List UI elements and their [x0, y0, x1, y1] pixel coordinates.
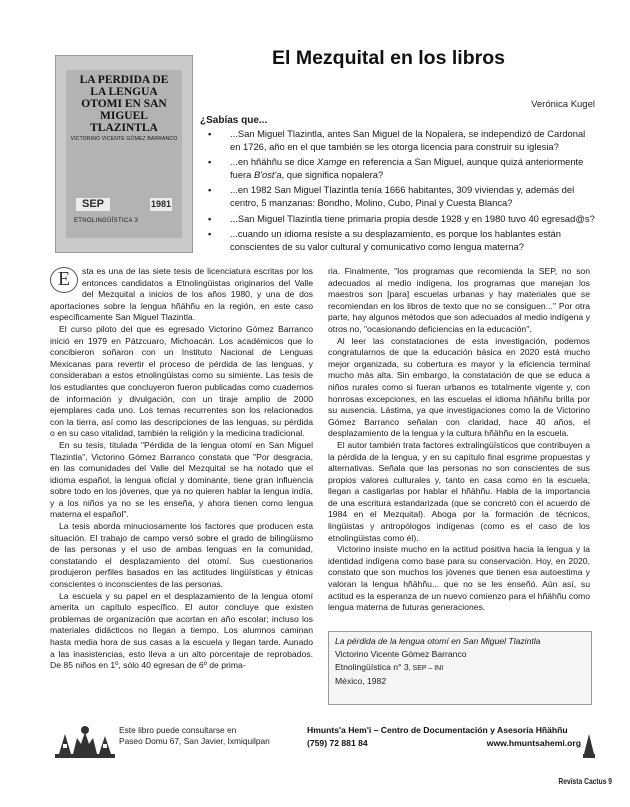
- bullet-icon: •: [208, 184, 212, 196]
- paragraph: ria. Finalmente, "los programas que recomienda la SEP, no son adecuados al medio indígena, los programas que manejan los maestros son [para] escuelas urbanas y hay materiales que se recomiendan en los libros de texto que no se consiguen..." Por otra parte, hay algunos métodos que son adecuados al medio indígena y otros no, "ocasionando deficiencias en la educación".: [328, 266, 590, 334]
- sabias-heading: ¿Sabías que...: [200, 115, 268, 126]
- list-item-italic: Xamge: [317, 156, 347, 168]
- list-item: [208, 228, 598, 253]
- list-item-text: ...cuando un idioma resiste a su desplazamiento, es porque los hablantes están conscientes de su valor cultural y comunicativo como lengua materna?: [230, 228, 561, 252]
- reference-place-year: México, 1982: [335, 676, 387, 686]
- list-item-text: ...en hñähñu se dice: [230, 156, 318, 168]
- footer-consult-line: Este libro puede consultarse en: [119, 725, 237, 735]
- footer-url[interactable]: www.hmuntsahemi.org: [486, 738, 581, 748]
- paragraph: [50, 266, 313, 324]
- reference-publisher: , SEP – INI: [408, 665, 444, 672]
- footer-consult-line: Paseo Domu 67, San Javier, Ixmiquilpan: [119, 736, 270, 746]
- bullet-icon: •: [208, 128, 212, 139]
- list-item: [208, 156, 598, 181]
- paragraph: El autor también trata factores extralingüísticos que contribuyen a la pérdida de la lengua, y en su capítulo final esgrime propuestas y alternativas. Señala que las personas no son conscientes de sus propios valores culturales y, tanto en casa como en la escuela, llegan a castigarlas por hablar el hñähñu. Habla de la importancia de una escritura estandarizada (que se concretó con el acuerdo de 1984 en el Mezquital). Aboga por la formación de técnicos, lingüistas y antropólogos indígenas (como es el caso de los etnolingüistas como él).: [328, 439, 590, 543]
- footer-phone: (759) 72 881 84: [307, 738, 368, 748]
- paragraph-text: sta es una de las siete tesis de licenciatura escritas por los entonces candidatos a Etnolingüistas originarios del Valle del Mezquital a inicios de los años 1980, y una de dos aportaciones sobre la lengua hñähñu en la región, en este caso específicamente San Miguel Tlazintla.: [50, 266, 313, 323]
- sabias-list: [208, 128, 598, 256]
- reference-title: La pérdida de la lengua otomí en San Miguel Tlazintla: [335, 636, 541, 646]
- list-item-text: , que significa nopalera?: [281, 168, 384, 180]
- article-author: Verónica Kugel: [531, 99, 595, 110]
- book-cover-series: ETNOLINGÜÍSTICA 3: [74, 218, 139, 224]
- list-item-italic: B'ost'a: [253, 168, 282, 180]
- list-item-text: ...San Miguel Tlazintla, antes San Miguel de la Nopalera, se independizó de Cardonal en 1726, año en el que también se les otorga licencia para construir su iglesia?: [230, 128, 586, 152]
- paragraph: La escuela y su papel en el desplazamiento de la lengua otomí amerita un capítulo específico. El autor concluye que existen problemas de organización que acortan en año escolar; incluso los materiales didácticos no llegan a tiempo. Los alumnos caminan hasta media hora de sus casas a la escuela y llegan tarde. Aunado a las inasistencias, esto lleva a un alto porcentaje de reprobados. De 85 niños en 1º, sólo 40 egresan de 6º de prima-: [50, 590, 313, 671]
- list-item: [208, 184, 598, 209]
- paragraph: Al leer las constataciones de esta investigación, podemos congratularnos de que la educación básica en 2020 está mucho mejor organizada, su cobertura es mayor y la eficiencia terminal mucho más alta. Sin embargo, la constatación de que se educa a niños rurales como si fueran urbanos es totalmente vigente y, con honrosas excepciones, en las escuelas el idioma hñähñu brilla por su ausencia. Lástima, ya que investigaciones como la de Victorino Gómez Barranco señalan con claridad, hace 40 años, el desplazamiento de la lengua y la cultura hñähñu en la escuela.: [328, 335, 590, 439]
- bullet-icon: •: [208, 228, 212, 240]
- reference-series-number: Etnolingüística n° 3: [335, 662, 409, 672]
- book-reference-box: [328, 631, 592, 705]
- list-item: [208, 213, 598, 226]
- reference-author: Victorino Vicente Gómez Barranco: [335, 649, 467, 659]
- article-title: El Mezquital en los libros: [272, 47, 505, 69]
- footer-banner: [55, 722, 595, 762]
- book-cover-image: [55, 55, 193, 253]
- codex-glyph-icon: [583, 724, 595, 760]
- body-column-right: [328, 266, 590, 614]
- book-cover-author: VICTORINO VICENTE GÓMEZ BARRANCO: [70, 136, 178, 142]
- bullet-icon: •: [208, 212, 212, 224]
- reference-series: [329, 661, 591, 675]
- year-logo: 1981: [150, 199, 172, 209]
- list-item-text: ...San Miguel Tlazintla tiene primaria propia desde 1928 y en 1980 tuvo 40 egresad@s?: [230, 212, 595, 224]
- footer-consult: [119, 725, 270, 747]
- paragraph: El curso piloto del que es egresado Victorino Gómez Barranco inició en 1979 en Pátzcuaro, Michoacán. Los académicos que lo concibieron soñaron con un Instituto Nacional de Lenguas Mexicanas para revertir el proceso de pérdida de las lenguas, y consideraban a estos etnolingüistas como su simiente. Las tesis de los estudiantes que concluyeron fueron publicadas como cuadernos de información y divulgación, con un tiraje amplio de 2000 ejemplares cada uno. Los temas recurrentes son los relacionados con la tierra, así como las descripciones de las lenguas, su pérdida o en su caso vitalidad, también la religión y la medicina tradicional.: [50, 323, 313, 439]
- bullet-icon: •: [208, 156, 212, 168]
- book-cover-panel: [66, 70, 182, 238]
- page-footer-label: Revista Cactus 9: [558, 776, 612, 786]
- sep-logo: SEP: [76, 198, 110, 211]
- dropcap: E: [50, 267, 78, 293]
- list-item-text: ...en 1982 San Miguel Tlazintla tenía 1666 habitantes, 309 viviendas y, además del centro, 5 manzanas: Bondho, Molino, Cubo, Pinal y Cuesta Blanca?: [230, 184, 575, 208]
- body-column-left: [50, 266, 313, 672]
- paragraph: En su tesis, titulada "Pérdida de la lengua otomí en San Miguel Tlazintla", Victorino Gómez Barranco constata que "Por desgracia, en las comunidades del Valle del Mezquital se ha notado que el idioma español, la lengua oficial y dominante, tiene gran influencia sobre todo en los jóvenes, que ya no quieren hablar la lengua indía, y a los niños ya no se les enseña, y ahora tienen como lengua materna el español".: [50, 439, 313, 520]
- book-cover-title: LA PERDIDA DE LA LENGUA OTOMI EN SAN MIGUEL TLAZINTLA: [79, 74, 169, 134]
- paragraph: La tesis aborda minuciosamente los factores que producen esta situación. El trabajo de campo versó sobre el grado de bilingüismo de las personas y el uso de ambas lenguas en la comunidad, constatando el desplazamiento del otomí. Sus cuestionarios produjeron perfiles basados en las actitudes lingüísticas y étnicas conscientes o inconscientes de las personas.: [50, 521, 313, 590]
- paragraph: Victorino insiste mucho en la actitud positiva hacia la lengua y la identidad indígena como base para su conservación. Hoy, en 2020, constato que son muchos los jóvenes que tienen esa autoestima y valoran la lengua hñähñu... que no se les enseñó. Aún así, su actitud es la esperanza de un nuevo comienzo para el hñähñu como lengua materna de futuras generaciones.: [328, 544, 590, 613]
- book-cover-logos: [76, 198, 172, 212]
- footer-organization: Hmunts'a Hem'i – Centro de Documentación y Asesoría Hñähñu: [307, 725, 568, 735]
- codex-glyph-icon: [55, 724, 115, 760]
- list-item-text: en referencia a San Miguel, aunque quizá anteriormente fuera: [230, 156, 584, 180]
- list-item: [208, 128, 598, 153]
